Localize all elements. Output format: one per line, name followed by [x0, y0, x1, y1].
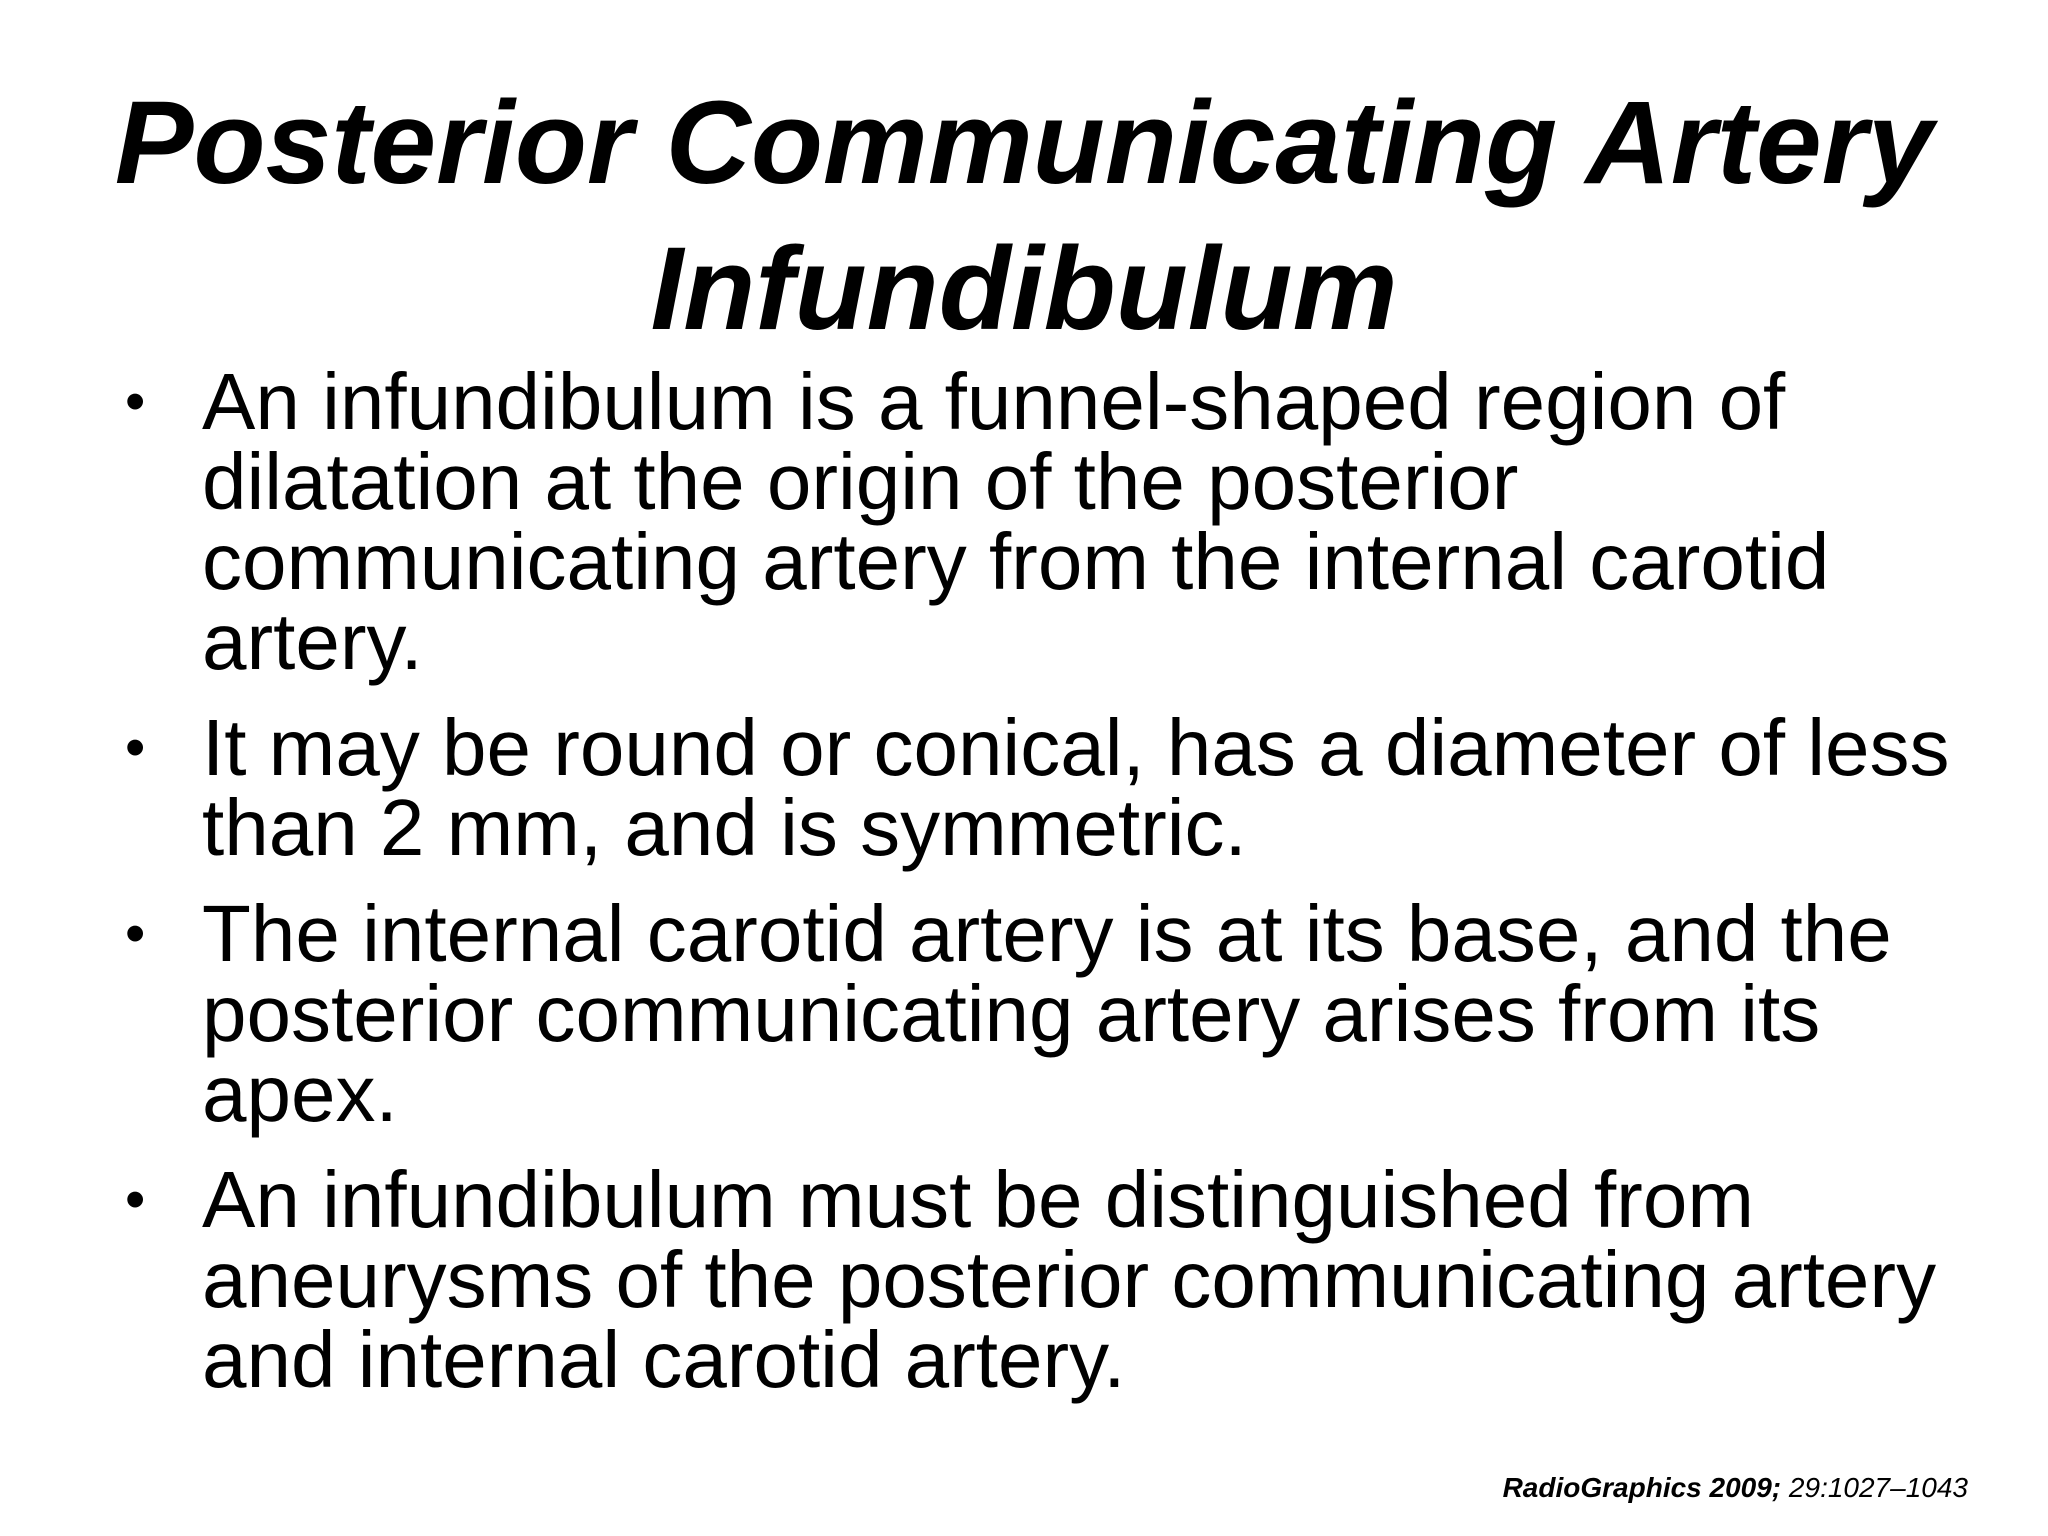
title-line-1: Posterior Communicating Artery [114, 77, 1934, 209]
bullet-item [125, 703, 1985, 872]
bullet-text: An infundibulum is a funnel-shaped region of dilatation at the origin of the posterior communicating artery from the internal carotid artery. [202, 357, 1830, 686]
bullet-item [125, 357, 1985, 686]
slide-title [60, 70, 1988, 362]
bullet-text: The internal carotid artery is at its base, and the posterior communicating artery arises from its apex. [202, 889, 1892, 1138]
title-line-2: Infundibulum [650, 223, 1398, 355]
bullet-dot-icon: • [125, 901, 146, 966]
bullet-item [125, 889, 1985, 1138]
bullet-dot-icon: • [125, 715, 146, 780]
bullet-dot-icon: • [125, 1167, 146, 1232]
bullet-dot-icon: • [125, 369, 146, 434]
citation-journal: RadioGraphics 2009; [1502, 1472, 1782, 1503]
bullet-item [125, 1155, 1985, 1404]
citation [1503, 1472, 1968, 1504]
bullet-text: It may be round or conical, has a diameter of less than 2 mm, and is symmetric. [202, 703, 1950, 872]
citation-reference: 29:1027–1043 [1781, 1472, 1968, 1503]
bullet-list [125, 357, 1985, 1426]
bullet-text: An infundibulum must be distinguished from aneurysms of the posterior communicating artery and internal carotid artery. [202, 1155, 1937, 1404]
